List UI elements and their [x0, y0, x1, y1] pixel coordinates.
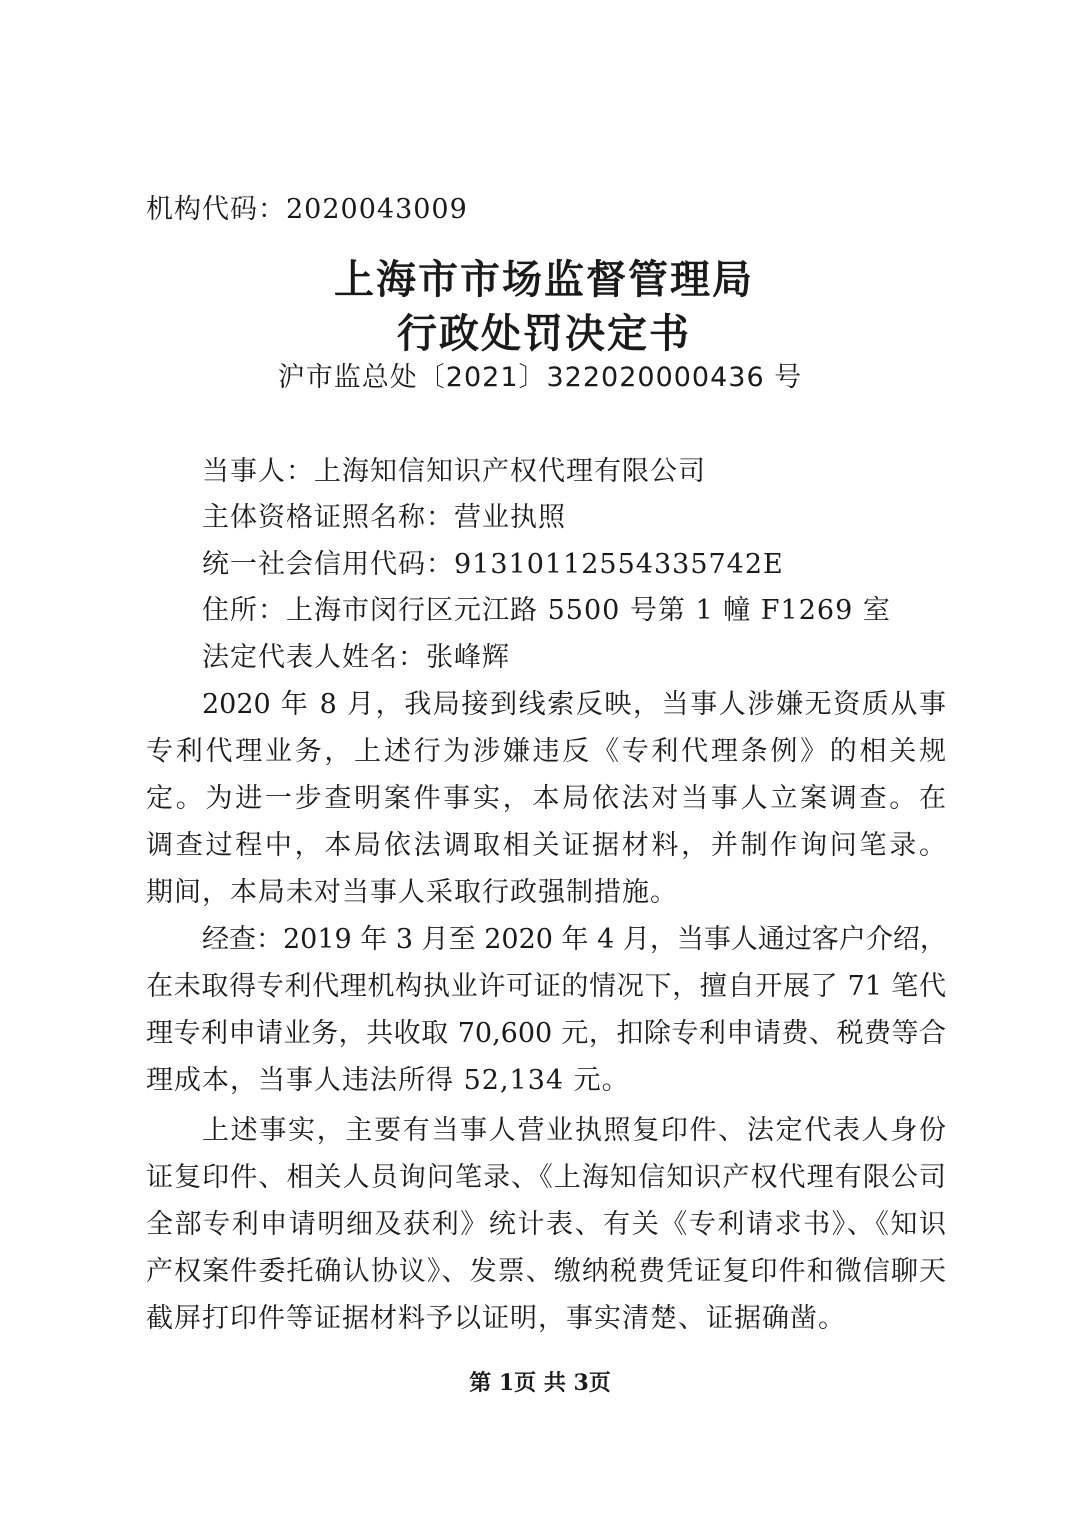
legal-representative: 法定代表人姓名：张峰辉 [202, 642, 510, 673]
paragraph-1-line: 定。为进一步查明案件事实，本局依法对当事人立案调查。在 [146, 783, 946, 814]
paragraph-1-line: 2020 年 8 月，我局接到线索反映，当事人涉嫌无资质从事 [202, 689, 946, 720]
paragraph-3-line: 全部专利申请明细及获利》统计表、有关《专利请求书》、《知识 [146, 1209, 946, 1240]
license-name: 主体资格证照名称：营业执照 [202, 502, 566, 533]
paragraph-2-line: 理成本，当事人违法所得 52,134 元。 [146, 1065, 630, 1096]
paragraph-1-line: 调查过程中，本局依法调取相关证据材料，并制作询问笔录。 [146, 830, 946, 861]
paragraph-3-line: 上述事实，主要有当事人营业执照复印件、法定代表人身份 [202, 1115, 946, 1146]
party-name: 当事人：上海知信知识产权代理有限公司 [202, 456, 706, 487]
paragraph-3-line: 产权案件委托确认协议》、发票、缴纳税费凭证复印件和微信聊天 [146, 1256, 946, 1287]
credit-code: 统一社会信用代码：91310112554335742E [202, 549, 784, 580]
document-type-title: 行政处罚决定书 [397, 311, 691, 357]
page-number-footer: 第 1页 共 3页 [469, 1370, 611, 1396]
paragraph-1-line: 专利代理业务，上述行为涉嫌违反《专利代理条例》的相关规 [146, 736, 946, 767]
paragraph-3-line: 截屏打印件等证据材料予以证明，事实清楚、证据确凿。 [146, 1303, 846, 1334]
org-code: 机构代码：2020043009 [146, 194, 468, 225]
agency-title: 上海市市场监督管理局 [334, 257, 754, 303]
address: 住所：上海市闵行区元江路 5500 号第 1 幢 F1269 室 [202, 595, 891, 626]
paragraph-2-line: 理专利申请业务，共收取 70,600 元，扣除专利申请费、税费等合 [146, 1018, 946, 1049]
document-number: 沪市监总处〔2021〕322020000436 号 [277, 362, 803, 393]
paragraph-3-line: 证复印件、相关人员询问笔录、《上海知信知识产权代理有限公司 [146, 1162, 946, 1193]
paragraph-2-line: 经查：2019 年 3 月至 2020 年 4 月，当事人通过客户介绍， [202, 924, 947, 955]
paragraph-2-line: 在未取得专利代理机构执业许可证的情况下，擅自开展了 71 笔代 [146, 971, 946, 1002]
paragraph-1-line: 期间，本局未对当事人采取行政强制措施。 [146, 877, 678, 908]
